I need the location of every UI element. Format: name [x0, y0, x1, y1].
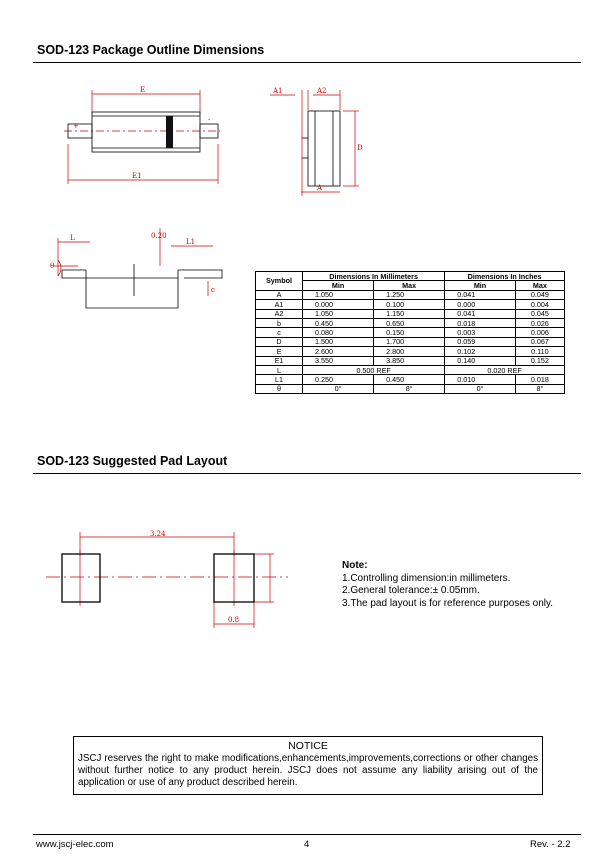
- cell-in-min: 0°: [445, 384, 516, 393]
- table-row: [256, 365, 565, 374]
- cell-mm-max: 3.850: [374, 356, 445, 365]
- cell-in-max: 0.018: [515, 375, 564, 384]
- note-item: 2.General tolerance:± 0.05mm.: [342, 585, 480, 596]
- dim-label-d: D: [357, 144, 363, 152]
- cell-mm-max: 0.100: [374, 300, 445, 309]
- cell-symbol: b: [256, 318, 303, 327]
- cell-mm-min: 1.050: [303, 309, 374, 318]
- cell-mm-max: 1.700: [374, 337, 445, 346]
- cell-mm-max: 1.150: [374, 309, 445, 318]
- notice-box: [73, 736, 543, 795]
- cell-in-max: 0.004: [515, 300, 564, 309]
- table-row: [256, 337, 565, 346]
- pad-width-label: 0.8: [228, 616, 240, 624]
- cell-in-max: 0.026: [515, 318, 564, 327]
- cell-in-max: 0.067: [515, 337, 564, 346]
- section-rule: [33, 62, 581, 63]
- header-symbol: Symbol: [256, 272, 303, 291]
- dimension-table: [255, 271, 565, 394]
- table-row: [256, 375, 565, 384]
- pad-left: [62, 554, 100, 602]
- notes-title: Note:: [342, 560, 368, 571]
- cell-symbol: L: [256, 365, 303, 374]
- top-view-drawing: [60, 84, 225, 184]
- cell-in-min: 0.041: [445, 309, 516, 318]
- cell-mm-max: 0.150: [374, 328, 445, 337]
- footer-revision: Rev. - 2.2: [530, 839, 571, 850]
- cell-mm-min: 0.080: [303, 328, 374, 337]
- dim-label-c: c: [211, 286, 215, 294]
- cell-mm-min: 0.000: [303, 300, 374, 309]
- cell-in-min: 0.102: [445, 347, 516, 356]
- lead-detail-drawing: [48, 226, 233, 314]
- cell-in-min: 0.000: [445, 300, 516, 309]
- dim-label-a1: A1: [273, 87, 283, 95]
- dim-label-l: L: [70, 234, 75, 242]
- header-in-max: Max: [515, 281, 564, 290]
- cell-mm-min: 1.050: [303, 290, 374, 299]
- cell-symbol: θ: [256, 384, 303, 393]
- table-row: [256, 309, 565, 318]
- cell-mm-max: 2.800: [374, 347, 445, 356]
- cathode-band: [166, 116, 173, 148]
- table-row: [256, 356, 565, 365]
- cell-in-min: 0.018: [445, 318, 516, 327]
- dim-label-e: E: [140, 86, 146, 94]
- notice-title: NOTICE: [288, 740, 328, 752]
- cell-mm-max: 1.250: [374, 290, 445, 299]
- cell-mm-min: 0°: [303, 384, 374, 393]
- dim-label-gauge: 0.20: [151, 232, 167, 240]
- cell-symbol: A2: [256, 309, 303, 318]
- dim-label-l1: L1: [186, 238, 196, 246]
- plus-label: +: [73, 122, 79, 130]
- cell-mm-min: 1.500: [303, 337, 374, 346]
- cell-mm-max: 0.650: [374, 318, 445, 327]
- footer-page-number: 4: [304, 839, 310, 850]
- pad-layout-drawing: [42, 528, 292, 628]
- cell-mm-min: 0.250: [303, 375, 374, 384]
- cell-in-min: 0.010: [445, 375, 516, 384]
- minus-label: -: [208, 116, 211, 124]
- cell-in-ref: 0.020 REF: [445, 365, 565, 374]
- cell-in-min: 0.041: [445, 290, 516, 299]
- dim-label-a: A: [317, 184, 323, 192]
- section-title-pad-layout: SOD-123 Suggested Pad Layout: [37, 454, 228, 468]
- table-row: [256, 290, 565, 299]
- table-row: [256, 328, 565, 337]
- cell-in-min: 0.140: [445, 356, 516, 365]
- table-row: [256, 300, 565, 309]
- header-millimeters: Dimensions In Millimeters: [303, 272, 445, 281]
- notes-block: [342, 560, 553, 610]
- cell-mm-min: 0.450: [303, 318, 374, 327]
- cell-mm-min: 2.600: [303, 347, 374, 356]
- section-title-outline: SOD-123 Package Outline Dimensions: [37, 43, 265, 57]
- notice-body: JSCJ reserves the right to make modifications,enhancements,improvements,corrections or other changes without further notice to any product herein. JSCJ does not assume any liability arising out of the application or use of any product described herein.: [78, 753, 538, 788]
- footer-website: www.jscj-elec.com: [36, 839, 114, 850]
- side-view-drawing: [265, 86, 375, 192]
- cell-symbol: L1: [256, 375, 303, 384]
- pad-pitch-label: 3.24: [150, 530, 166, 538]
- footer-rule: [33, 834, 581, 835]
- cell-in-min: 0.003: [445, 328, 516, 337]
- cell-in-max: 0.049: [515, 290, 564, 299]
- cell-in-max: 0.110: [515, 347, 564, 356]
- header-mm-min: Min: [303, 281, 374, 290]
- cell-symbol: c: [256, 328, 303, 337]
- cell-symbol: A: [256, 290, 303, 299]
- note-item: 1.Controlling dimension:in millimeters.: [342, 572, 511, 584]
- cell-in-max: 0.152: [515, 356, 564, 365]
- cell-in-min: 0.059: [445, 337, 516, 346]
- header-mm-max: Max: [374, 281, 445, 290]
- dim-label-e1: E1: [132, 172, 142, 180]
- cell-mm-ref: 0.500 REF: [303, 365, 445, 374]
- cell-symbol: D: [256, 337, 303, 346]
- cell-in-max: 8°: [515, 384, 564, 393]
- table-row: [256, 318, 565, 327]
- dim-label-theta: θ: [50, 262, 55, 270]
- cell-mm-min: 3.550: [303, 356, 374, 365]
- section-rule: [33, 473, 581, 474]
- cell-mm-max: 0.450: [374, 375, 445, 384]
- cell-in-max: 0.045: [515, 309, 564, 318]
- cell-symbol: E: [256, 347, 303, 356]
- dim-label-a2: A2: [317, 87, 327, 95]
- header-in-min: Min: [445, 281, 516, 290]
- cell-mm-max: 8°: [374, 384, 445, 393]
- note-item: 3.The pad layout is for reference purposes only.: [342, 597, 554, 609]
- cell-in-max: 0.006: [515, 328, 564, 337]
- table-row: [256, 384, 565, 393]
- table-row: [256, 347, 565, 356]
- header-inches: Dimensions In Inches: [445, 272, 565, 281]
- cell-symbol: E1: [256, 356, 303, 365]
- cell-symbol: A1: [256, 300, 303, 309]
